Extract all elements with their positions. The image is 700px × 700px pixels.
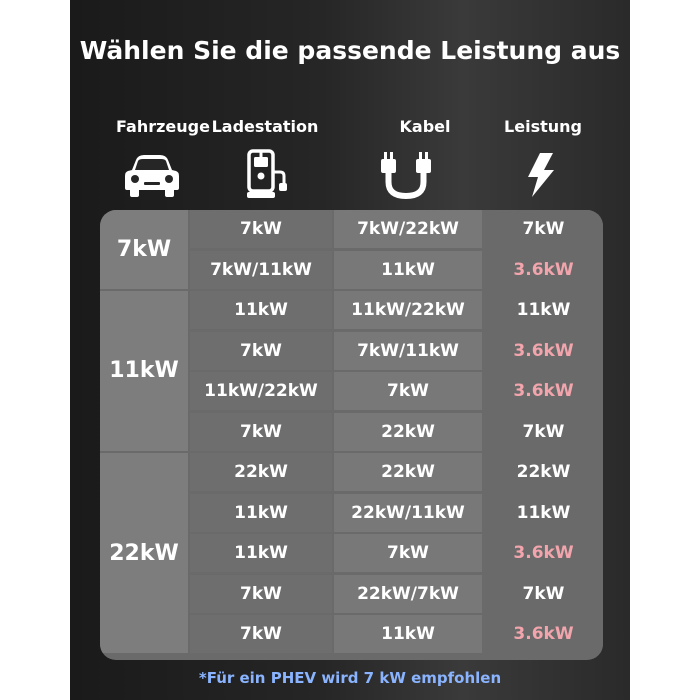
lightning-icon [526,152,556,198]
cable-cell: 22kW/11kW [334,494,482,532]
car-icon [124,152,180,198]
result-power-cell: 3.6kW [484,534,603,572]
station-cell: 7kW/11kW [190,251,332,289]
station-cell: 7kW [190,615,332,653]
station-cell: 22kW [190,453,332,491]
cable-cell: 22kW/7kW [334,575,482,613]
cable-cell: 7kW/22kW [334,210,482,248]
station-cell: 7kW [190,413,332,451]
result-power-cell: 11kW [484,291,603,329]
cable-cell: 11kW [334,251,482,289]
result-power-cell: 11kW [484,494,603,532]
station-cell: 7kW [190,332,332,370]
station-cell: 11kW [190,534,332,572]
column-label-vehicle: Fahrzeuge [116,117,210,136]
result-power-cell: 7kW [484,210,603,248]
result-power-cell: 3.6kW [484,615,603,653]
result-power-cell: 7kW [484,575,603,613]
station-cell: 7kW [190,210,332,248]
vehicle-power-cell: 7kW [100,210,188,289]
power-table [100,210,603,660]
cable-icon [378,150,434,202]
result-power-cell: 3.6kW [484,332,603,370]
station-cell: 11kW/22kW [190,372,332,410]
column-label-cable: Kabel [399,117,451,136]
vehicle-power-cell: 22kW [100,453,188,653]
vehicle-power-cell: 11kW [100,291,188,451]
column-label-station: Ladestation [211,117,319,136]
infographic-panel [70,0,630,700]
footnote: *Für ein PHEV wird 7 kW empfohlen [198,669,502,687]
station-cell: 11kW [190,494,332,532]
page-title: Wählen Sie die passende Leistung aus [79,36,621,65]
result-power-cell: 7kW [484,413,603,451]
cable-cell: 22kW [334,413,482,451]
cable-cell: 22kW [334,453,482,491]
station-cell: 11kW [190,291,332,329]
result-power-cell: 22kW [484,453,603,491]
cable-cell: 11kW/22kW [334,291,482,329]
result-power-cell: 3.6kW [484,251,603,289]
station-cell: 7kW [190,575,332,613]
column-label-power: Leistung [504,117,582,136]
cable-cell: 11kW [334,615,482,653]
charging-station-icon [246,148,288,200]
cable-cell: 7kW [334,372,482,410]
result-power-cell: 3.6kW [484,372,603,410]
cable-cell: 7kW/11kW [334,332,482,370]
cable-cell: 7kW [334,534,482,572]
